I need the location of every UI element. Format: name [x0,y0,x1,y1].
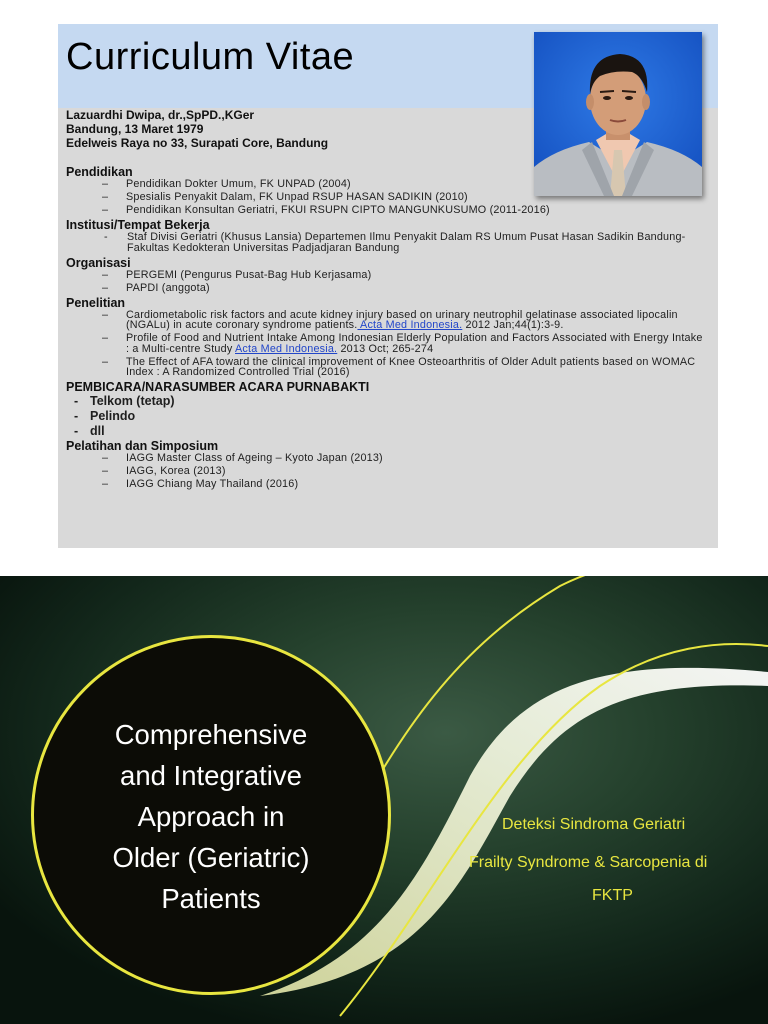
subtitle-frailty: Frailty Syndrome & Sarcopenia di [469,854,708,871]
personal-info [66,108,328,150]
slide-title-line: and Integrative [120,760,302,791]
publication-text: The Effect of AFA toward the clinical improvement of Knee Osteoarthritis of Older Adult patients based on WOMAC Index : A Randomized Controlled Trial (2016) [126,355,696,378]
list-item-text: Pendidikan Dokter Umum, FK UNPAD (2004) [126,178,351,190]
list-item-text: IAGG Master Class of Ageing – Kyoto Japan (2013) [126,452,383,464]
list-item: – PAPDI (anggota) [102,281,210,294]
person-name: Lazuardhi Dwipa, dr.,SpPD.,KGer [66,108,255,122]
list-item: – Cardiometabolic risk factors and acute kidney injury based on urinary neutrophil gelatinase associated lipocalin (NGALu) in acute coronary syndrome patients. Acta Med Indonesia. 2012 Jan;44(1):3-9. [102,308,678,331]
list-item: – Profile of Food and Nutrient Intake Among Indonesian Elderly Population and Factors Associated with Energy Intake : a Multi-centre Study Acta Med Indonesia. 2013 Oct; 265-274 [102,332,703,355]
publication-citation: 2013 Oct; 265-274 [337,342,434,355]
list-item-text: IAGG Chiang May Thailand (2016) [126,478,299,490]
journal-link[interactable]: Acta Med Indonesia. [357,319,463,331]
list-item: – IAGG, Korea (2013) [102,465,226,477]
person-address: Edelweis Raya no 33, Surapati Core, Bandung [66,136,329,150]
list-pendidikan [66,179,706,216]
list-item-text: IAGG, Korea (2013) [126,465,226,477]
publication-text: Profile of Food and Nutrient Intake Among Indonesian Elderly Population and Factors Associated with Energy Intake : a Multi-centre Study [126,332,703,355]
slide-title-line: Comprehensive [114,719,308,750]
slide-title-line: Patients [161,883,261,914]
publication-text: Cardiometabolic risk factors and acute kidney injury based on urinary neutrophil gelatinase associated lipocalin (NGALu) in acute coronary syndrome patients. [126,308,678,331]
list-pelatihan [66,453,706,490]
list-item: - dll [74,424,105,438]
list-item-text: Telkom (tetap) [90,394,175,408]
slide-title [61,714,361,919]
section-heading-pembicara: PEMBICARA/NARASUMBER ACARA PURNABAKTI [66,380,370,394]
list-item-text: PAPDI (anggota) [126,281,210,294]
section-heading-organisasi: Organisasi [66,255,131,270]
list-item-text: Pendidikan Konsultan Geriatri, FKUI RSUPN CIPTO MANGUNKUSUMO (2011-2016) [126,204,550,216]
publication-citation: 2012 Jan;44(1):3-9. [462,319,564,331]
journal-link[interactable]: Acta Med Indonesia. [235,342,338,355]
subtitle-fktp: FKTP [592,887,633,904]
list-item-text: Pelindo [90,409,136,423]
list-pembicara [66,394,706,438]
cv-title: Curriculum Vitae [66,36,355,78]
list-item-text: PERGEMI (Pengurus Pusat-Bag Hub Kerjasama) [126,268,372,281]
list-item: – IAGG Chiang May Thailand (2016) [102,478,299,490]
cv-sections [66,165,706,492]
section-heading-pelatihan: Pelatihan dan Simposium [66,439,219,453]
section-heading-institusi: Institusi/Tempat Bekerja [66,218,210,232]
list-institusi [66,232,706,253]
list-item: - Pelindo [74,409,136,423]
list-item: – Pendidikan Dokter Umum, FK UNPAD (2004) [102,178,351,190]
list-item: – Pendidikan Konsultan Geriatri, FKUI RSUPN CIPTO MANGUNKUSUMO (2011-2016) [102,204,550,216]
list-item: - Telkom (tetap) [74,394,175,408]
list-item: - Staf Divisi Geriatri (Khusus Lansia) Departemen Ilmu Penyakit Dalam RS Umum Pusat Hasan Sadikin Bandung-Fakultas Kedokteran Universitas Padjadjaran Bandung [104,231,686,254]
list-item: – PERGEMI (Pengurus Pusat-Bag Hub Kerjasama) [102,268,372,281]
list-item: – Spesialis Penyakit Dalam, FK Unpad RSUP HASAN SADIKIN (2010) [102,191,468,203]
list-organisasi [66,270,706,294]
list-item: – The Effect of AFA toward the clinical improvement of Knee Osteoarthritis of Older Adult patients based on WOMAC Index : A Randomized Controlled Trial (2016) [102,355,696,378]
list-item-text: dll [90,424,105,438]
slide-title-line: Approach in [137,801,285,832]
list-item-text: Spesialis Penyakit Dalam, FK Unpad RSUP HASAN SADIKIN (2010) [126,191,468,203]
section-heading-penelitian: Penelitian [66,295,126,310]
list-item-text: Staf Divisi Geriatri (Khusus Lansia) Departemen Ilmu Penyakit Dalam RS Umum Pusat Hasan Sadikin Bandung-Fakultas Kedokteran Universitas Padjadjaran Bandung [127,231,686,254]
subtitle-deteksi: Deteksi Sindroma Geriatri [502,816,686,833]
person-birth: Bandung, 13 Maret 1979 [66,122,204,136]
list-item: – IAGG Master Class of Ageing – Kyoto Japan (2013) [102,452,383,464]
section-heading-pendidikan: Pendidikan [66,165,133,179]
list-penelitian [66,310,706,378]
slide-title-line: Older (Geriatric) [112,842,310,873]
title-slide [0,576,768,1024]
